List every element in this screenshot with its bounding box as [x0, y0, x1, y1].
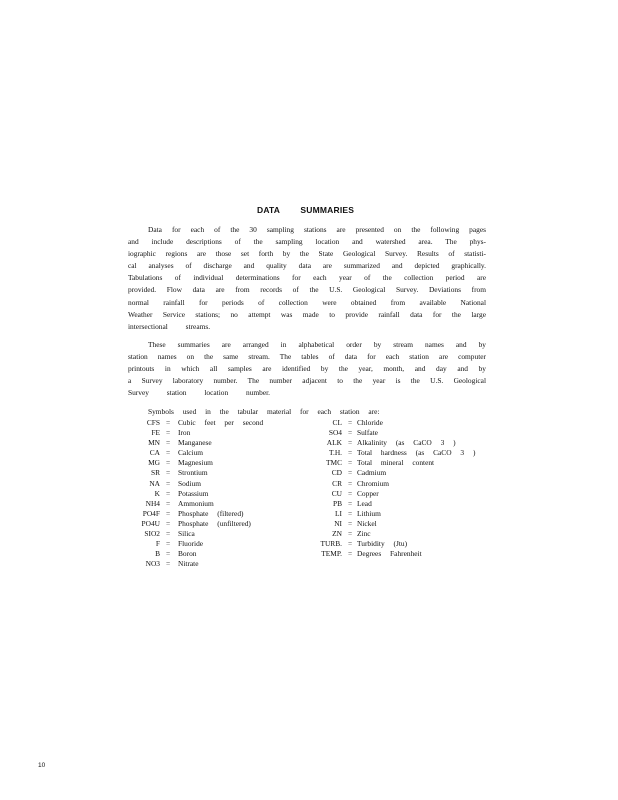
- symbol-code: CR: [332, 478, 342, 488]
- page-number: 10: [38, 762, 46, 769]
- symbol-description: Chloride: [357, 418, 383, 427]
- paragraph-line: normal rainfall for periods of collection were obtained from available National: [128, 297, 486, 307]
- equals-sign: =: [166, 518, 171, 528]
- equals-sign: =: [166, 468, 171, 478]
- symbol-description: Fluoride: [178, 539, 204, 549]
- symbols-right-column: [300, 418, 500, 559]
- symbol-code: SR: [150, 468, 160, 478]
- symbol-code: CL: [332, 418, 342, 427]
- equals-sign: =: [348, 488, 353, 498]
- symbol-description: Chromium: [357, 478, 390, 488]
- symbol-description: Sodium: [178, 478, 201, 488]
- equals-sign: =: [348, 468, 353, 478]
- symbol-code: FE: [151, 428, 160, 438]
- symbol-description: Zinc: [357, 529, 371, 539]
- symbol-description: Cubic feet per second: [178, 418, 264, 427]
- symbol-row: [300, 418, 500, 428]
- symbol-row: [300, 539, 500, 549]
- symbol-description: Manganese: [178, 438, 212, 448]
- symbol-row: [300, 509, 500, 519]
- equals-sign: =: [348, 539, 353, 549]
- symbol-code: NH4: [145, 498, 160, 508]
- symbol-row: [300, 499, 500, 509]
- symbol-code: LI: [335, 508, 342, 518]
- symbol-code: T.H.: [329, 448, 342, 458]
- symbol-row: [300, 468, 500, 478]
- symbol-code: B: [155, 549, 160, 559]
- symbol-description: Boron: [178, 549, 197, 559]
- symbol-row: [300, 438, 500, 448]
- equals-sign: =: [348, 448, 353, 458]
- paragraph-line: provided. Flow data are from records of the U.S. Geological Survey. Deviations from: [128, 285, 486, 295]
- symbol-description: Lithium: [357, 508, 381, 518]
- symbol-description: Nitrate: [178, 559, 199, 569]
- symbol-code: SO4: [328, 428, 342, 438]
- equals-sign: =: [348, 508, 353, 518]
- symbol-description: Total hardness (as CaCO 3 ): [357, 448, 476, 458]
- equals-sign: =: [166, 458, 171, 468]
- symbol-description: Alkalinity (as CaCO 3 ): [357, 438, 456, 448]
- symbol-description: Magnesium: [178, 458, 213, 468]
- symbol-code: TEMP.: [321, 549, 342, 559]
- section-title: DATA SUMMARIES: [257, 205, 355, 215]
- paragraph-line: Data for each of the 30 sampling stations are presented on the following pages: [148, 225, 486, 234]
- equals-sign: =: [166, 448, 171, 458]
- symbol-row: [300, 519, 500, 529]
- symbol-code: MN: [148, 438, 160, 448]
- symbol-description: Sulfate: [357, 428, 378, 438]
- symbol-description: Calcium: [178, 448, 204, 458]
- symbol-row: [100, 559, 400, 569]
- paragraph-line: cal analyses of discharge and quality data are summarized and depicted graphically.: [128, 261, 486, 271]
- equals-sign: =: [166, 428, 171, 438]
- equals-sign: =: [166, 508, 171, 518]
- equals-sign: =: [348, 518, 353, 528]
- symbol-row: [300, 428, 500, 438]
- symbol-description: Total mineral content: [357, 458, 435, 468]
- equals-sign: =: [348, 549, 353, 559]
- equals-sign: =: [166, 488, 171, 498]
- equals-sign: =: [348, 478, 353, 488]
- paragraph-line: printouts in which all samples are identified by the year, month, and day and by: [128, 364, 486, 374]
- paragraph-line: Tabulations of individual determinations for each year of the collection period are: [128, 273, 486, 283]
- symbol-code: SIO2: [144, 529, 160, 539]
- symbol-code: CFS: [146, 418, 160, 427]
- paragraph-intro: [128, 224, 486, 333]
- symbol-code: ZN: [332, 529, 342, 539]
- symbol-code: MG: [148, 458, 160, 468]
- symbol-code: CU: [331, 488, 342, 498]
- equals-sign: =: [166, 529, 171, 539]
- paragraph-line: Survey station location number.: [128, 388, 271, 398]
- symbol-description: Nickel: [357, 518, 377, 528]
- symbol-description: Ammonium: [178, 498, 214, 508]
- equals-sign: =: [348, 498, 353, 508]
- symbol-code: NI: [334, 518, 342, 528]
- symbol-code: PO4U: [141, 518, 160, 528]
- symbol-description: Potassium: [178, 488, 209, 498]
- symbol-description: Iron: [178, 428, 191, 438]
- symbol-description: Copper: [357, 488, 379, 498]
- symbol-code: PO4F: [142, 508, 160, 518]
- paragraph-line: station names on the same stream. The tables of data for each station are computer: [128, 352, 486, 362]
- paragraph-arrangement: [128, 339, 486, 399]
- symbol-description: Phosphate (unfiltered): [178, 518, 251, 528]
- symbol-description: Cadmium: [357, 468, 387, 478]
- equals-sign: =: [348, 418, 353, 427]
- equals-sign: =: [166, 478, 171, 488]
- symbol-description: Phosphate (filtered): [178, 508, 244, 518]
- equals-sign: =: [166, 549, 171, 559]
- equals-sign: =: [348, 529, 353, 539]
- symbol-description: Silica: [178, 529, 195, 539]
- symbol-description: Degrees Fahrenheit: [357, 549, 422, 559]
- symbol-description: Lead: [357, 498, 372, 508]
- symbol-code: PB: [332, 498, 342, 508]
- symbol-code: NA: [149, 478, 160, 488]
- paragraph-line: and include descriptions of the sampling location and watershed area. The phys-: [128, 237, 486, 247]
- symbol-row: [300, 479, 500, 489]
- paragraph-line: These summaries are arranged in alphabetical order by stream names and by: [148, 340, 486, 349]
- symbols-intro: Symbols used in the tabular material for each station are:: [148, 407, 380, 416]
- paragraph-line: a Survey laboratory number. The number adjacent to the year is the U.S. Geological: [128, 376, 486, 386]
- symbol-description: Strontium: [178, 468, 208, 478]
- paragraph-line: Weather Service stations; no attempt was made to provide rainfall data for the large: [128, 309, 486, 319]
- symbol-row: [300, 489, 500, 499]
- equals-sign: =: [348, 458, 353, 468]
- symbol-code: CA: [149, 448, 160, 458]
- symbol-code: ALK: [326, 438, 342, 448]
- equals-sign: =: [166, 559, 171, 569]
- symbol-code: F: [155, 539, 160, 549]
- symbol-code: TURB.: [320, 539, 342, 549]
- equals-sign: =: [166, 539, 171, 549]
- symbol-row: [300, 529, 500, 539]
- symbol-code: TMC: [325, 458, 342, 468]
- symbol-code: K: [154, 488, 160, 498]
- equals-sign: =: [166, 498, 171, 508]
- symbol-code: CD: [331, 468, 342, 478]
- symbol-code: NO3: [145, 559, 160, 569]
- paragraph-line: iographic regions are those set forth by the State Geological Survey. Results of statisti-: [128, 249, 486, 259]
- symbol-row: [300, 549, 500, 559]
- equals-sign: =: [166, 418, 171, 427]
- equals-sign: =: [348, 428, 353, 438]
- symbol-description: Turbidity (Jtu): [357, 539, 408, 549]
- paragraph-line: intersectional streams.: [128, 321, 211, 331]
- equals-sign: =: [348, 438, 353, 448]
- symbol-row: [300, 448, 500, 458]
- equals-sign: =: [166, 438, 171, 448]
- symbol-row: [300, 458, 500, 468]
